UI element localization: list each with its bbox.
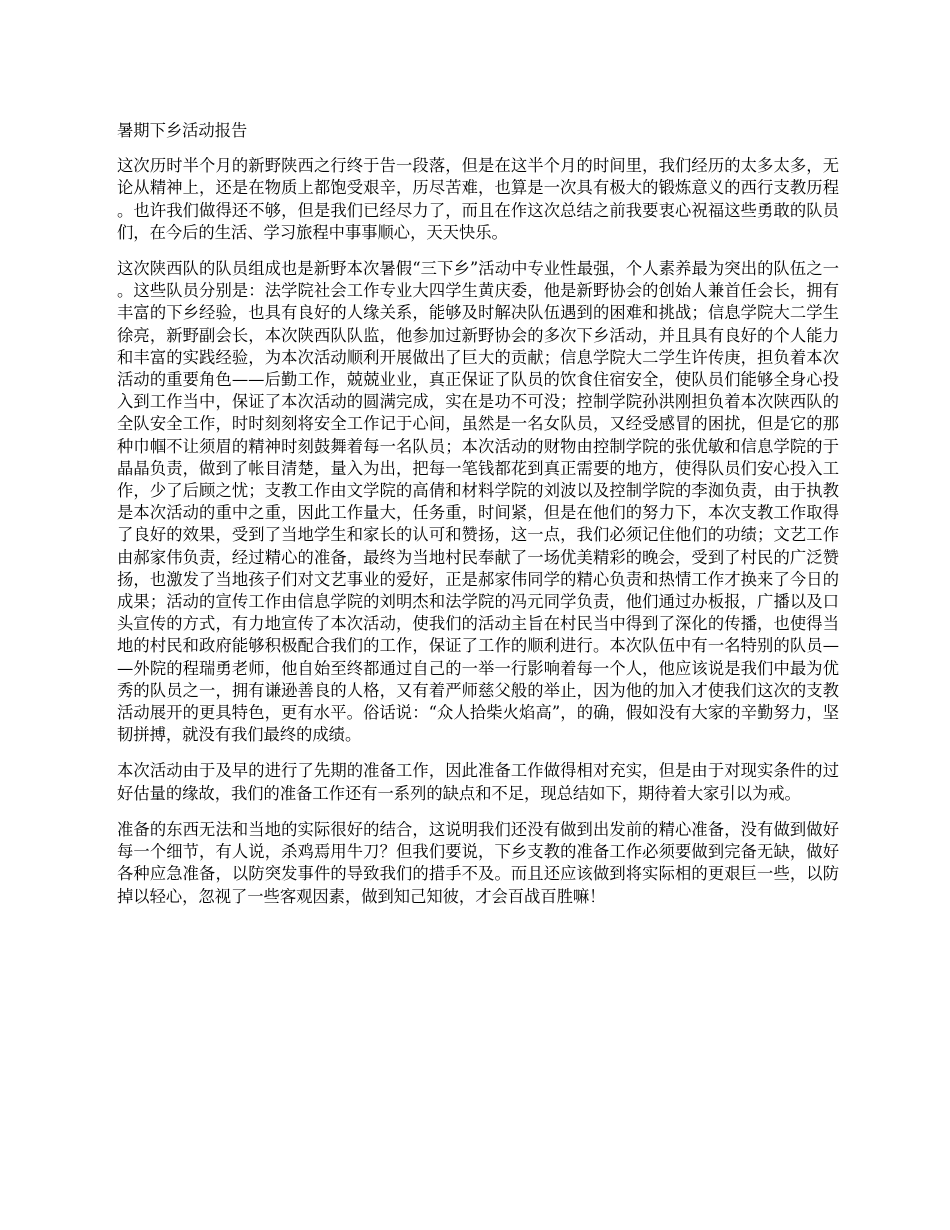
paragraph-intro: 这次历时半个月的新野陕西之行终于告一段落，但是在这半个月的时间里，我们经历的太多太多，无论从精神上，还是在物质上都饱受艰辛，历尽苦难，也算是一次具有极大的锻炼意义的西行支教历程。也许我们做得还不够，但是我们已经尽力了，而且在作这次总结之前我要衷心祝福这些勇敢的队员们，在今后的生活、学习旅程中事事顺心，天天快乐。 [117,156,839,242]
paragraph-preparation: 本次活动由于及早的进行了先期的准备工作，因此准备工作做得相对充实，但是由于对现实条件的过好估量的缘故，我们的准备工作还有一系列的缺点和不足，现总结如下，期待着大家引以为戒。 [117,761,839,803]
paragraph-team-members: 这次陕西队的队员组成也是新野本次暑假“三下乡”活动中专业性最强，个人素养最为突出的队伍之一。这些队员分别是：法学院社会工作专业大四学生黄庆委，他是新野协会的创始人兼首任会长，拥有丰富的下乡经验，也具有良好的人缘关系，能够及时解决队伍遇到的困难和挑战；信息学院大二学生徐亮，新野副会长，本次陕西队队监，他参加过新野协会的多次下乡活动，并且具有良好的个人能力和丰富的实践经验，为本次活动顺利开展做出了巨大的贡献；信息学院大二学生许传庚，担负着本次活动的重要角色——后勤工作，兢兢业业，真正保证了队员的饮食住宿安全，使队员们能够全身心投入到工作当中，保证了本次活动的圆满完成，实在是功不可没；控制学院孙洪刚担负着本次陕西队的全队安全工作，时时刻刻将安全工作记于心间，虽然是一名女队员，又经受感冒的困扰，但是它的那种巾帼不让须眉的精神时刻鼓舞着每一名队员；本次活动的财物由控制学院的张优敏和信息学院的于晶晶负责，做到了帐目清楚，量入为出，把每一笔钱都花到真正需要的地方，使得队员们安心投入工作，少了后顾之忧；支教工作由文学院的高倩和材料学院的刘波以及控制学院的李洳负责，由于执教是本次活动的重中之重，因此工作量大，任务重，时间紧，但是在他们的努力下，本次支教工作取得了良好的效果，受到了当地学生和家长的认可和赞扬，这一点，我们必须记住他们的功绩；文艺工作由郝家伟负责，经过精心的准备，最终为当地村民奉献了一场优美精彩的晚会，受到了村民的广泛赞扬，也激发了当地孩子们对文艺事业的爱好，正是郝家伟同学的精心负责和热情工作才换来了今日的成果；活动的宣传工作由信息学院的刘明杰和法学院的冯元同学负责，他们通过办板报，广播以及口头宣传的方式，有力地宣传了本次活动，使我们的活动主旨在村民当中得到了深化的传播，也使得当地的村民和政府能够积极配合我们的工作，保证了工作的顺利进行。本次队伍中有一名特别的队员——外院的程瑞勇老师，他自始至终都通过自己的一举一行影响着每一个人，他应该说是我们中最为优秀的队员之一，拥有谦逊善良的人格，又有着严师慈父般的举止，因为他的加入才使我们这次的支教活动展开的更具特色，更有水平。俗话说：“众人拾柴火焰高”，的确，假如没有大家的辛勤努力，坚韧拼搏，就没有我们最终的成绩。 [117,259,839,745]
document-page [117,120,839,922]
document-title: 暑期下乡活动报告 [117,121,248,140]
paragraph-shortcomings: 准备的东西无法和当地的实际很好的结合，这说明我们还没有做到出发前的精心准备，没有做到做好每一个细节，有人说，杀鸡焉用牛刀？但我们要说，下乡支教的准备工作必须要做到完备无缺，做好各种应急准备，以防突发事件的导致我们的措手不及。而且还应该做到将实际相的更艰巨一些，以防掉以轻心，忽视了一些客观因素，做到知己知彼，才会百战百胜嘛！ [117,819,839,906]
